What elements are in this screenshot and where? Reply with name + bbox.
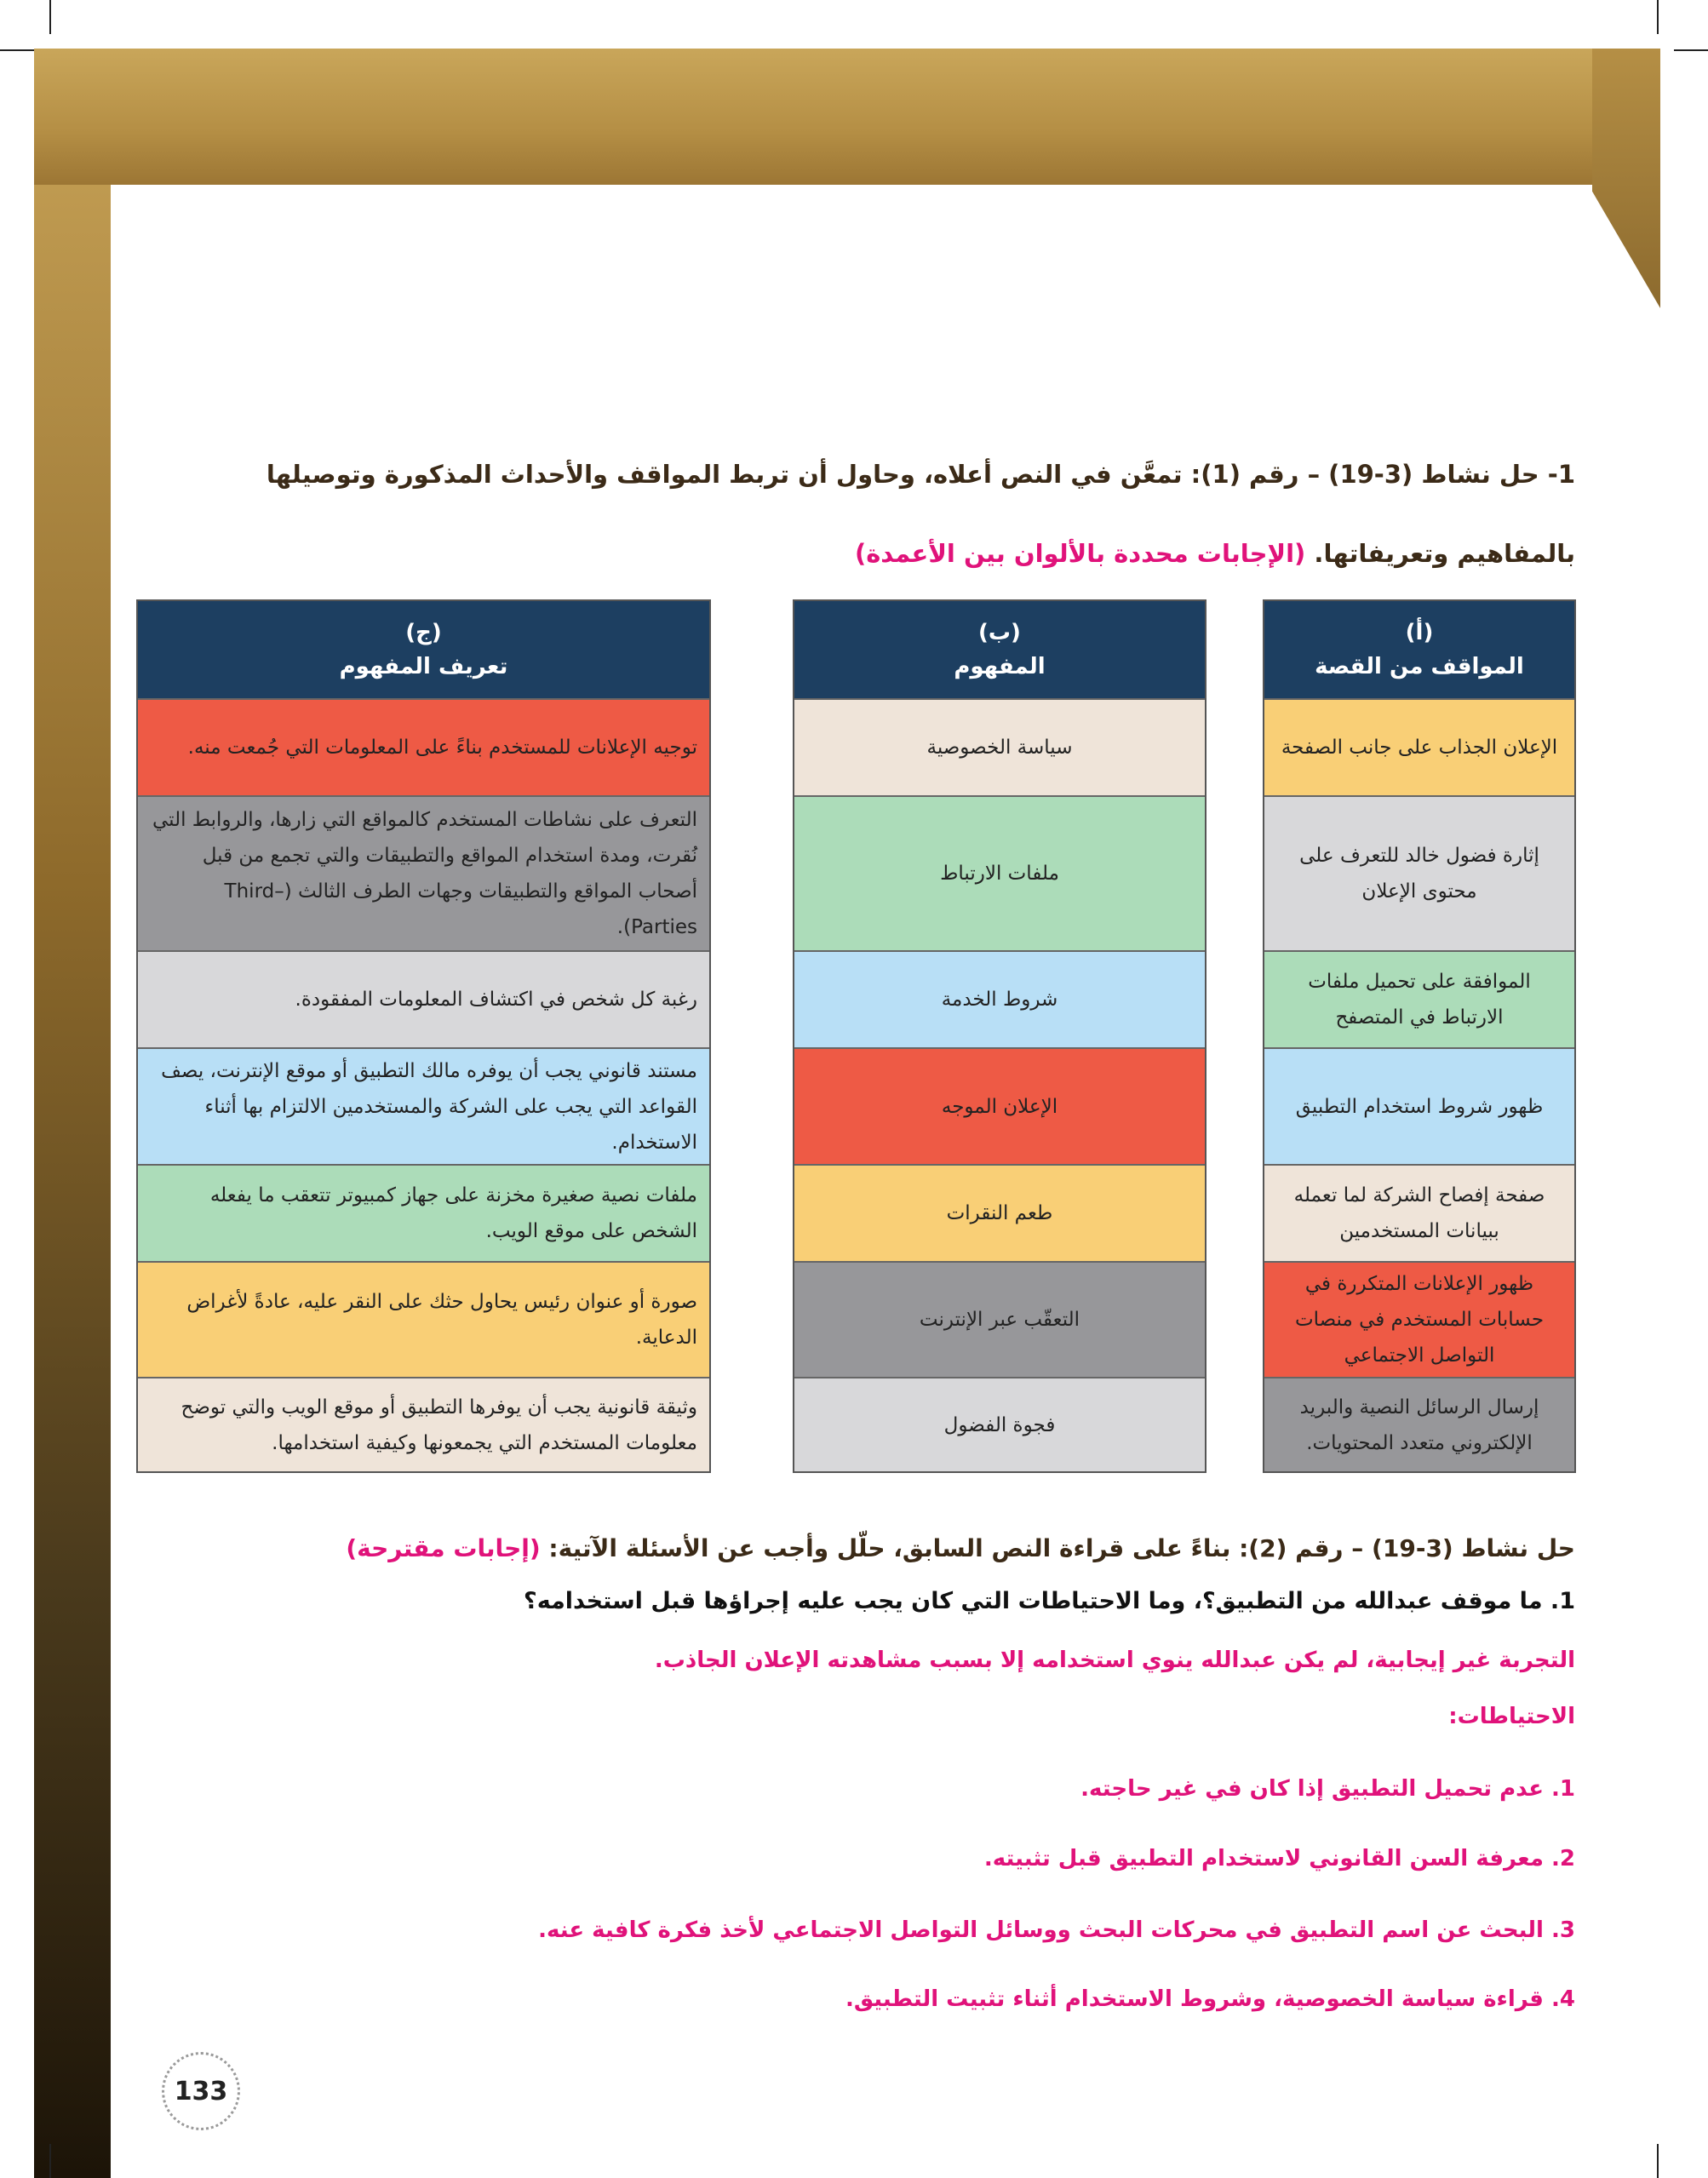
precaution-number: 4. bbox=[1551, 1986, 1575, 2012]
table-b-row bbox=[794, 1164, 1205, 1261]
table-b-row-text: سياسة الخصوصية bbox=[926, 737, 1073, 759]
table-b-row-text: التعقّب عبر الإنترنت bbox=[919, 1309, 1080, 1331]
crop-mark bbox=[1657, 2144, 1659, 2178]
crop-mark bbox=[1657, 0, 1659, 34]
precaution-text: عدم تحميل التطبيق إذا كان في غير حاجته. bbox=[1080, 1776, 1544, 1802]
table-b-row bbox=[794, 1377, 1205, 1471]
table-c-row bbox=[138, 950, 709, 1047]
table-b-row bbox=[794, 950, 1205, 1047]
table-b-row bbox=[794, 795, 1205, 950]
table-b-row bbox=[794, 698, 1205, 795]
table-b-row-text: ملفات الارتباط bbox=[940, 863, 1059, 885]
table-b-row-text: طعم النقرات bbox=[946, 1202, 1053, 1224]
table-a-row-text: إرسال الرسائل النصية والبريد الإلكتروني متعدد المحتويات. bbox=[1299, 1396, 1539, 1454]
table-c-letter: (ج) bbox=[405, 620, 442, 645]
table-c-row-text: توجيه الإعلانات للمستخدم بناءً على المعلومات التي جُمعت منه. bbox=[187, 737, 697, 759]
crop-mark bbox=[0, 49, 34, 51]
page-number: 133 bbox=[162, 2052, 240, 2130]
table-c-row bbox=[138, 1164, 709, 1261]
table-a-row-text: ظهور الإعلانات المتكررة في حسابات المستخدم في منصات التواصل الاجتماعي bbox=[1294, 1273, 1545, 1367]
activity2-heading bbox=[136, 1528, 1575, 1569]
table-b-row-text: الإعلان الموجه bbox=[941, 1095, 1058, 1118]
table-c-row-text: مستند قانوني يجب أن يوفره مالك التطبيق أو موقع الإنترنت، يصف القواعد التي يجب على الشركة والمستخدمين الالتزام بها أثناء الاستخدام. bbox=[161, 1059, 697, 1154]
precaution-item bbox=[136, 1980, 1575, 2019]
table-a-header bbox=[1264, 601, 1574, 698]
table-a-row bbox=[1264, 1377, 1574, 1471]
table-b-concepts bbox=[793, 599, 1206, 1473]
activity2-heading-note: (إجابات مقترحة) bbox=[346, 1534, 541, 1562]
table-b-header bbox=[794, 601, 1205, 698]
table-a-row-text: ظهور شروط استخدام التطبيق bbox=[1295, 1095, 1544, 1118]
table-c-row bbox=[138, 1377, 709, 1471]
table-a-row-text: الإعلان الجذاب على جانب الصفحة bbox=[1281, 737, 1558, 759]
table-a-row bbox=[1264, 1261, 1574, 1377]
table-c-row-text: صورة أو عنوان رئيس يحاول حثك على النقر عليه، عادةً لأغراض الدعاية. bbox=[186, 1291, 697, 1349]
table-a-row bbox=[1264, 698, 1574, 795]
precaution-item bbox=[136, 1839, 1575, 1878]
table-c-row bbox=[138, 795, 709, 950]
table-a-row-text: إثارة فضول خالد للتعرف على محتوى الإعلان bbox=[1299, 845, 1539, 903]
precaution-number: 1. bbox=[1551, 1776, 1575, 1802]
crop-mark bbox=[1674, 49, 1708, 51]
table-c-row bbox=[138, 1261, 709, 1377]
precautions-label: الاحتياطات: bbox=[1448, 1704, 1575, 1729]
table-c-row bbox=[138, 698, 709, 795]
table-c-row-text: التعرف على نشاطات المستخدم كالمواقع التي زارها، والروابط التي نُقرت، ومدة استخدام المواقع والتطبيقات والتي تجمع من قبل أصحاب المواقع والتطبيقات وجهات الطرف الثالث (Third–Parties). bbox=[152, 809, 697, 938]
table-b-letter: (ب) bbox=[978, 620, 1021, 645]
header-white-panel bbox=[111, 185, 1660, 308]
table-a-row bbox=[1264, 1047, 1574, 1164]
precaution-text: معرفة السن القانوني لاستخدام التطبيق قبل تثبيته. bbox=[983, 1846, 1544, 1871]
precaution-number: 3. bbox=[1551, 1917, 1575, 1943]
left-decorative-bar bbox=[34, 185, 111, 2178]
table-a-row-text: الموافقة على تحميل ملفات الارتباط في المتصفح bbox=[1308, 971, 1531, 1029]
table-b-row-text: فجوة الفضول bbox=[943, 1413, 1056, 1436]
activity1-heading-line2 bbox=[136, 532, 1575, 575]
table-a-row-text: صفحة إفصاح الشركة لما تعمله ببيانات المستخدمين bbox=[1293, 1184, 1545, 1242]
precaution-item bbox=[136, 1911, 1575, 1950]
table-a-row bbox=[1264, 950, 1574, 1047]
crop-mark bbox=[49, 0, 51, 34]
activity1-heading-note: (الإجابات محددة بالألوان بين الأعمدة) bbox=[854, 539, 1306, 568]
activity1-heading-line1: 1- حل نشاط (3-19) – رقم (1): تمعَّن في النص أعلاه، وحاول أن تربط المواقف والأحداث المذكورة وتوصيلها bbox=[266, 460, 1575, 489]
table-a-row bbox=[1264, 1164, 1574, 1261]
table-c-row-text: وثيقة قانونية يجب أن يوفرها التطبيق أو موقع الويب والتي توضح معلومات المستخدم التي يجمعونها وكيفية استخدامها. bbox=[181, 1396, 697, 1454]
precaution-text: البحث عن اسم التطبيق في محركات البحث ووسائل التواصل الاجتماعي لأخذ فكرة كافية عنه. bbox=[538, 1917, 1544, 1943]
top-decorative-band bbox=[34, 49, 1660, 185]
table-a-row bbox=[1264, 795, 1574, 950]
table-c-title: تعريف المفهوم bbox=[339, 654, 508, 679]
table-b-row bbox=[794, 1261, 1205, 1377]
table-b-title: المفهوم bbox=[954, 654, 1046, 679]
table-a-title: المواقف من القصة bbox=[1315, 654, 1524, 679]
table-c-row-text: ملفات نصية صغيرة مخزنة على جهاز كمبيوتر تتعقب ما يفعله الشخص على موقع الويب. bbox=[209, 1184, 697, 1242]
table-b-row-text: شروط الخدمة bbox=[941, 989, 1058, 1011]
precaution-item bbox=[136, 1769, 1575, 1808]
table-a-letter: (أ) bbox=[1405, 620, 1434, 645]
table-c-definitions bbox=[136, 599, 711, 1473]
table-a-situations bbox=[1263, 599, 1576, 1473]
table-b-row bbox=[794, 1047, 1205, 1164]
answer-intro: التجربة غير إيجابية، لم يكن عبدالله ينوي استخدامه إلا بسبب مشاهدته الإعلان الجاذب. bbox=[654, 1648, 1575, 1673]
table-c-header bbox=[138, 601, 709, 698]
precaution-number: 2. bbox=[1551, 1846, 1575, 1871]
activity1-heading-text: بالمفاهيم وتعريفاتها. bbox=[1314, 539, 1575, 568]
precaution-text: قراءة سياسة الخصوصية، وشروط الاستخدام أثناء تثبيت التطبيق. bbox=[845, 1986, 1544, 2012]
table-c-row bbox=[138, 1047, 709, 1164]
crop-mark bbox=[49, 2144, 51, 2178]
question-1: 1. ما موقف عبدالله من التطبيق؟، وما الاحتياطات التي كان يجب عليه إجراؤها قبل استخدامه؟ bbox=[524, 1588, 1575, 1614]
table-c-row-text: رغبة كل شخص في اكتشاف المعلومات المفقودة. bbox=[295, 989, 697, 1011]
activity2-heading-text: حل نشاط (3-19) – رقم (2): بناءً على قراءة النص السابق، حلّل وأجب عن الأسئلة الآتية: bbox=[548, 1534, 1575, 1562]
